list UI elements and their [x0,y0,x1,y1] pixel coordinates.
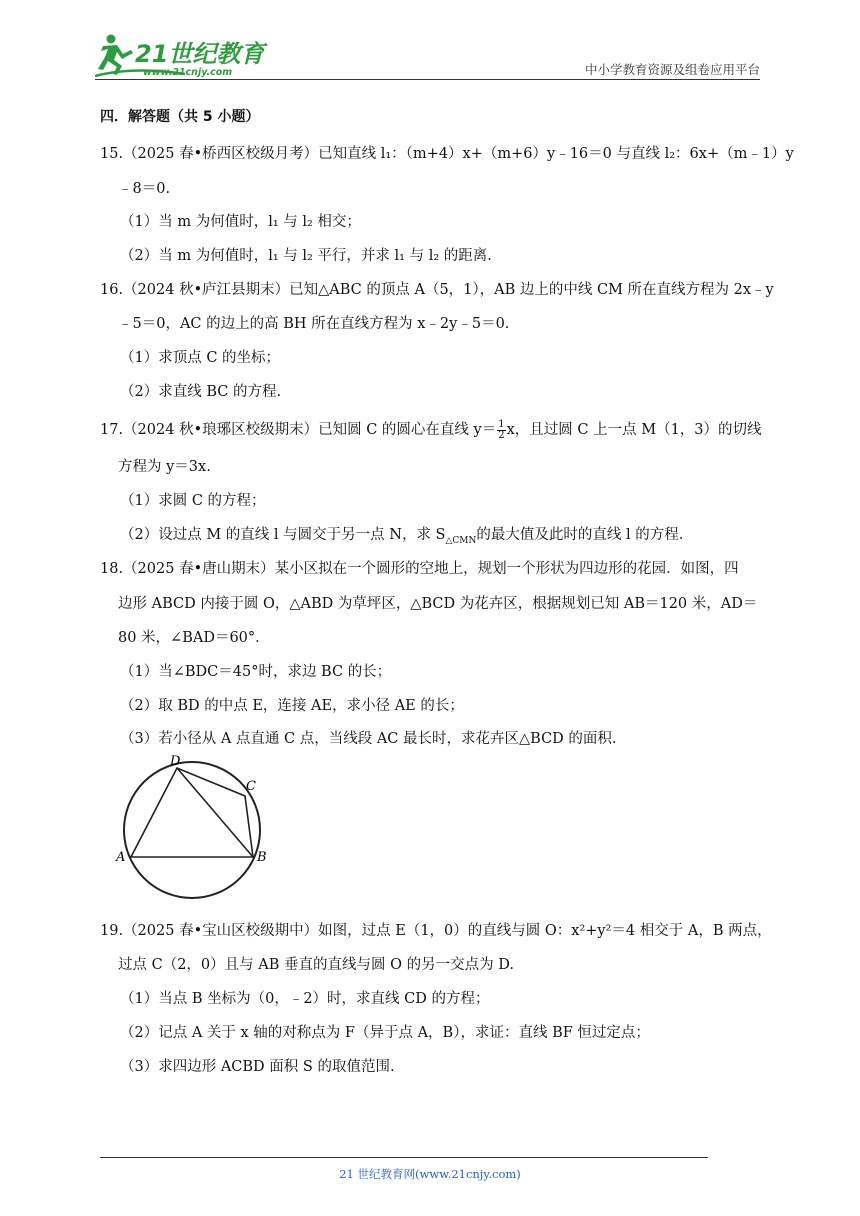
q16-stem-line-2: ﹣5＝0，AC 的边上的高 BH 所在直线方程为 x﹣2y﹣5＝0. [118,316,510,332]
figure-label-d: D [170,754,181,769]
q15-stem-line-2: ﹣8＝0. [118,181,171,197]
q19-stem-line-2: 过点 C（2，0）且与 AB 垂直的直线与圆 O 的另一交点为 D. [118,957,514,973]
q18-part-2: （2）取 BD 的中点 E，连接 AE，求小径 AE 的长； [120,698,464,714]
q17-part-2 [120,523,683,546]
q19-part-2: （2）记点 A 关于 x 轴的对称点为 F（异于点 A，B），求证：直线 BF 恒过定点； [120,1025,650,1041]
q17-stem-text-b: x，且过圆 C 上一点 M（1，3）的切线 [506,422,762,438]
q16-part-2: （2）求直线 BC 的方程. [120,384,282,400]
q17-area-subscript: △CMN [445,535,477,546]
q17-stem-text-a: 17.（2024 秋•琅琊区校级期末）已知圆 C 的圆心在直线 y＝ [100,422,497,438]
q17-part-1: （1）求圆 C 的方程； [120,493,266,509]
q15-part-1: （1）当 m 为何值时，l₁ 与 l₂ 相交； [120,214,361,230]
q17-stem-line-2: 方程为 y＝3x. [118,459,211,475]
site-logo [95,30,270,80]
figure-quadrilateral [131,768,253,857]
logo-url: www.21cnjy.com [143,67,233,78]
figure-diagonal-bd [177,768,253,857]
q17-fraction [497,420,505,441]
q18-stem-line-3: 80 米，∠BAD＝60°． [118,630,270,646]
q17-stem-line-1 [100,418,762,441]
figure-label-a: A [116,850,126,865]
footer-link[interactable]: 21 世纪教育网(www.21cnjy.com) [339,1167,521,1181]
q17-fraction-numerator: 1 [498,418,505,430]
q16-part-1: （1）求顶点 C 的坐标； [120,350,281,366]
q18-stem-line-2: 边形 ABCD 内接于圆 O，△ABD 为草坪区，△BCD 为花卉区，根据规划已知 AB＝120 米，AD＝ [118,596,758,612]
q17-fraction-denominator: 2 [498,429,505,441]
logo-wordmark: 21世纪教育 [135,40,265,68]
q19-stem-line-1: 19.（2025 春•宝山区校级期中）如图，过点 E（1，0）的直线与圆 O：x²+y²＝4 相交于 A，B 两点， [100,923,772,939]
figure-label-b: B [257,850,267,865]
q15-part-2: （2）当 m 为何值时，l₁ 与 l₂ 平行，并求 l₁ 与 l₂ 的距离. [120,248,492,264]
q19-part-3: （3）求四边形 ACBD 面积 S 的取值范围. [120,1059,395,1075]
q15-stem-line-1: 15.（2025 春•桥西区校级月考）已知直线 l₁：（m+4）x+（m+6）y﹣16＝0 与直线 l₂：6x+（m﹣1）y [100,146,794,162]
q19-part-1: （1）当点 B 坐标为（0，﹣2）时，求直线 CD 的方程； [120,991,490,1007]
header-divider [95,79,760,80]
q18-stem-line-1: 18.（2025 春•唐山期末）某小区拟在一个圆形的空地上，规划一个形状为四边形的花园．如图，四 [100,561,739,577]
platform-name: 中小学教育资源及组卷应用平台 [584,62,760,77]
q18-figure [112,748,274,908]
q17-part-2-text-a: （2）设过点 M 的直线 l 与圆交于另一点 N，求 S [120,527,446,543]
section-title: 四．解答题（共 5 小题） [100,109,260,125]
q18-part-3: （3）若小径从 A 点直通 C 点，当线段 AC 最长时，求花卉区△BCD 的面积. [120,731,617,747]
footer-divider [100,1157,708,1158]
figure-label-c: C [246,779,256,794]
q17-part-2-text-b: 的最大值及此时的直线 l 的方程. [476,527,684,543]
q18-part-1: （1）当∠BDC＝45°时，求边 BC 的长； [120,664,392,680]
q16-stem-line-1: 16.（2024 秋•庐江县期末）已知△ABC 的顶点 A（5，1），AB 边上的中线 CM 所在直线方程为 2x﹣y [100,282,774,298]
